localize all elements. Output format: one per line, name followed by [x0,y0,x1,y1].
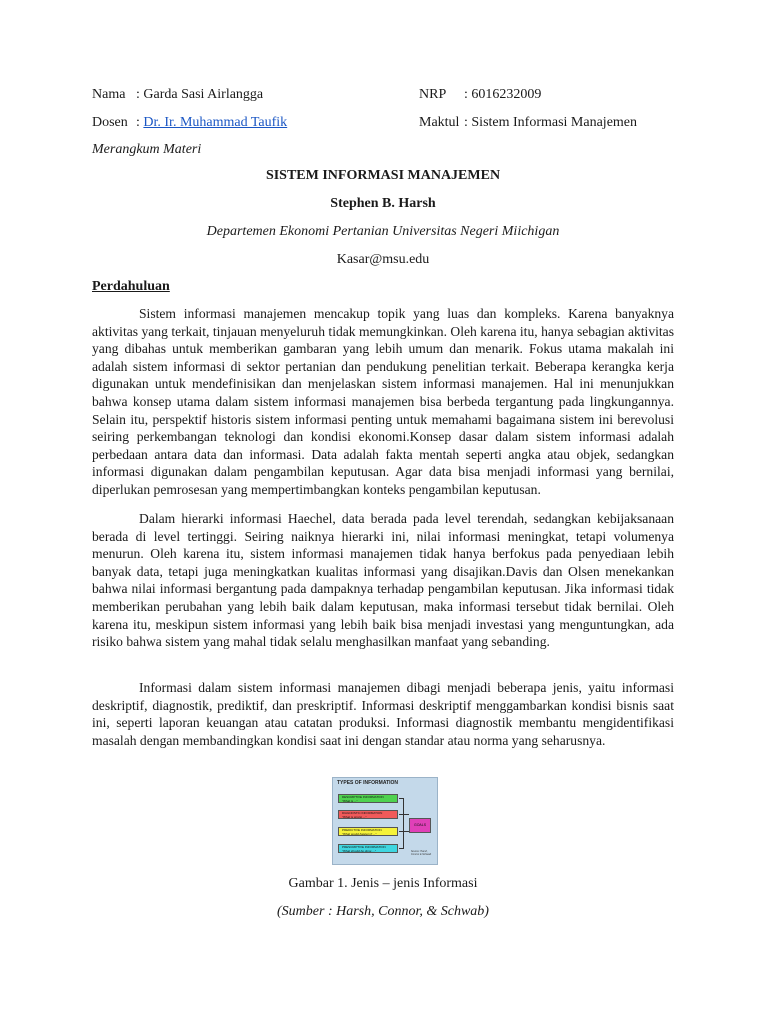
goals-box: GOALS [409,818,431,833]
prescriptive-information-box: PRESCRIPTIVE INFORMATION "What should be done ..." [338,844,398,853]
paragraph-2: Dalam hierarki informasi Haechel, data berada pada level terendah, sedangkan kebijaksanaan berada di level tertinggi. Seiring naiknya hierarki ini, nilai informasi meningkat, tetapi volumenya menurun. Oleh karena itu, sistem informasi manajemen tidak hanya berfokus pada penyediaan lebih banyak data, tetapi juga meningkatkan kualitas informasi yang disajikan.Davis dan Olsen menekankan bahwa nilai informasi bergantung pada dampaknya terhadap pengambilan keputusan. Jika informasi tidak memberikan perubahan yang lebih baik dalam keputusan, maka informasi tersebut tidak bernilai. Oleh karena itu, meskipun sistem informasi yang lebih baik bisa menjadi investasi yang menguntungkan, ada risiko bahwa sistem yang mahal tidak selalu menghasilkan manfaat yang sebanding. [92,511,674,650]
name-label: Nama [92,87,126,102]
paragraph-1: Sistem informasi manajemen mencakup topik yang luas dan kompleks. Karena banyaknya aktivitas yang terkait, tinjauan menyeluruh tidak memungkinkan. Oleh karena itu, hanya sebagian aktivitas yang dibahas untuk memberikan gambaran yang lebih umum dan menarik. Fokus utama makalah ini adalah sistem informasi di sektor pertanian dan pendukung penelitian terkait. Beberapa kerangka kerja digunakan untuk mendefinisikan dan menjelaskan sistem informasi manajemen. Hal ini menunjukkan bahwa konsep utama dalam sistem informasi manajemen bisa berbeda tergantung pada lingkungannya. Selain itu, perspektif historis sistem informasi penting untuk memahami bagaimana sistem ini berevolusi seiring perkembangan teknologi dan kondisi ekonomi.Konsep dasar dalam sistem informasi adalah perbedaan antara data dan informasi. Data adalah fakta mentah seperti angka atau objek, sedangkan informasi digunakan dalam pengambilan keputusan. Agar data bisa menjadi informasi yang bernilai, diperlukan pemrosesan yang mempertimbangkan konteks pengambilan keputusan. [92,306,674,497]
types-of-information-figure [332,777,438,865]
figure-credit: Source: Harsh, Connor & Schwab [411,850,432,856]
author-email: Kasar@msu.edu [336,252,430,267]
paragraph-3: Informasi dalam sistem informasi manajemen dibagi menjadi beberapa jenis, yaitu informasi deskriptif, diagnostik, prediktif, dan preskriptif. Informasi deskriptif menggambarkan kondisi bisnis saat ini, seperti laporan keuangan atau catatan produksi. Informasi diagnostik membantu mengidentifikasi masalah dengan membandingkan kondisi saat ini dengan standar atau norma yang seharusnya. [92,680,674,748]
dosen-link[interactable]: Dr. Ir. Muhammad Taufik [143,115,288,130]
author-department: Departemen Ekonomi Pertanian Universitas Negeri Miichigan [206,224,560,239]
summary-note: Merangkum Materi [92,142,202,157]
connector-line [403,798,404,849]
document-title: SISTEM INFORMASI MANAJEMEN [265,168,501,183]
name-value: : Garda Sasi Airlangga [136,87,264,102]
author-name: Stephen B. Harsh [330,196,436,211]
figure-title: TYPES OF INFORMATION [337,780,399,786]
connector-line [399,814,409,815]
figure-caption: Gambar 1. Jenis – jenis Informasi [288,876,478,891]
connector-line [399,831,409,832]
header-row-name [92,87,682,105]
section-heading: Perdahuluan [92,279,170,294]
maktul-label: Maktul [419,115,460,130]
figure-source: (Sumber : Harsh, Connor, & Schwab) [277,904,489,919]
dosen-value-wrap [136,115,287,131]
descriptive-information-box: DESCRIPTIVE INFORMATION "What is ..." [338,794,398,803]
diagnostic-information-box: DIAGNOSTIC INFORMATION "What is wrong ..." [338,810,398,819]
header-row-dosen [92,115,682,133]
maktul-value: : Sistem Informasi Manajemen [464,115,638,130]
dosen-label: Dosen [92,115,128,130]
predictive-information-box: PREDICTIVE INFORMATION "What would happen if ..." [338,827,398,836]
nrp-label: NRP [419,87,447,102]
nrp-value: : 6016232009 [464,87,542,102]
dosen-prefix: : [136,115,144,130]
